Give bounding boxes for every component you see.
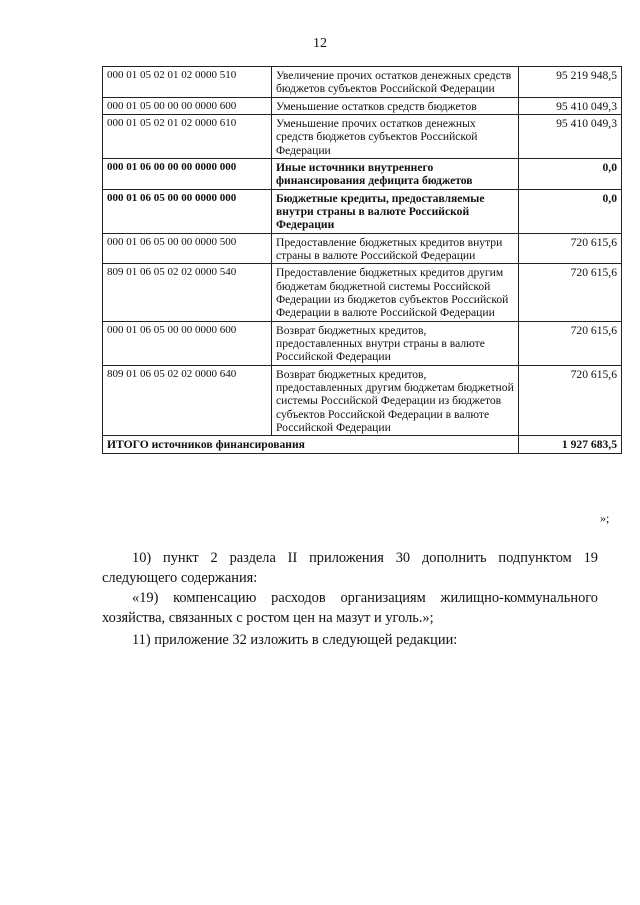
- table-row: [103, 189, 622, 233]
- code-cell: 809 01 06 05 02 02 0000 540: [103, 264, 272, 321]
- table-row: [103, 233, 622, 264]
- table-row: [103, 365, 622, 436]
- total-label: ИТОГО источников финансирования: [103, 436, 519, 453]
- name-cell: Предоставление бюджетных кредитов другим бюджетам бюджетной системы Российской Федерации из бюджетов субъектов Российской Федерации в валюте Российской Федерации: [272, 264, 519, 321]
- code-cell: 000 01 05 02 01 02 0000 510: [103, 67, 272, 98]
- name-cell: Иные источники внутреннего финансирования дефицита бюджетов: [272, 158, 519, 189]
- amount-cell: 95 410 049,3: [519, 97, 622, 114]
- closing-quote: »;: [600, 511, 610, 525]
- code-cell: 000 01 06 05 00 00 0000 000: [103, 189, 272, 233]
- table-row: [103, 158, 622, 189]
- amount-cell: 720 615,6: [519, 365, 622, 436]
- name-cell: Предоставление бюджетных кредитов внутри страны в валюте Российской Федерации: [272, 233, 519, 264]
- table-row: [103, 67, 622, 98]
- code-cell: 000 01 06 00 00 00 0000 000: [103, 158, 272, 189]
- paragraph-item-10: 10) пункт 2 раздела II приложения 30 дополнить подпунктом 19 следующего содержания:: [102, 550, 598, 586]
- amount-cell: 720 615,6: [519, 321, 622, 365]
- table-row: [103, 114, 622, 158]
- table-row: [103, 321, 622, 365]
- page-number: 12: [313, 36, 327, 51]
- total-row: [103, 436, 622, 453]
- name-cell: Возврат бюджетных кредитов, предоставленных внутри страны в валюте Российской Федерации: [272, 321, 519, 365]
- table-row: [103, 264, 622, 321]
- name-cell: Увеличение прочих остатков денежных средств бюджетов субъектов Российской Федерации: [272, 67, 519, 98]
- code-cell: 000 01 06 05 00 00 0000 500: [103, 233, 272, 264]
- amount-cell: 720 615,6: [519, 264, 622, 321]
- code-cell: 809 01 06 05 02 02 0000 640: [103, 365, 272, 436]
- amount-cell: 95 410 049,3: [519, 114, 622, 158]
- code-cell: 000 01 05 00 00 00 0000 600: [103, 97, 272, 114]
- amount-cell: 720 615,6: [519, 233, 622, 264]
- amount-cell: 0,0: [519, 158, 622, 189]
- name-cell: Возврат бюджетных кредитов, предоставленных другим бюджетам бюджетной системы Российской Федерации из бюджетов субъектов Российской Федерации в валюте Российской Федерации: [272, 365, 519, 436]
- table-body: [103, 67, 622, 436]
- total-amount: 1 927 683,5: [519, 436, 622, 453]
- paragraph-item-11: 11) приложение 32 изложить в следующей редакции:: [132, 632, 458, 648]
- amount-cell: 0,0: [519, 189, 622, 233]
- financing-sources-table: [102, 66, 622, 454]
- code-cell: 000 01 06 05 00 00 0000 600: [103, 321, 272, 365]
- paragraph-subitem-19: «19) компенсацию расходов организациям жилищно-коммунального хозяйства, связанных с ростом цен на мазут и уголь.»;: [102, 590, 598, 626]
- table-row: [103, 97, 622, 114]
- code-cell: 000 01 05 02 01 02 0000 610: [103, 114, 272, 158]
- amount-cell: 95 219 948,5: [519, 67, 622, 98]
- name-cell: Уменьшение остатков средств бюджетов: [272, 97, 519, 114]
- name-cell: Уменьшение прочих остатков денежных средств бюджетов субъектов Российской Федерации: [272, 114, 519, 158]
- name-cell: Бюджетные кредиты, предоставляемые внутри страны в валюте Российской Федерации: [272, 189, 519, 233]
